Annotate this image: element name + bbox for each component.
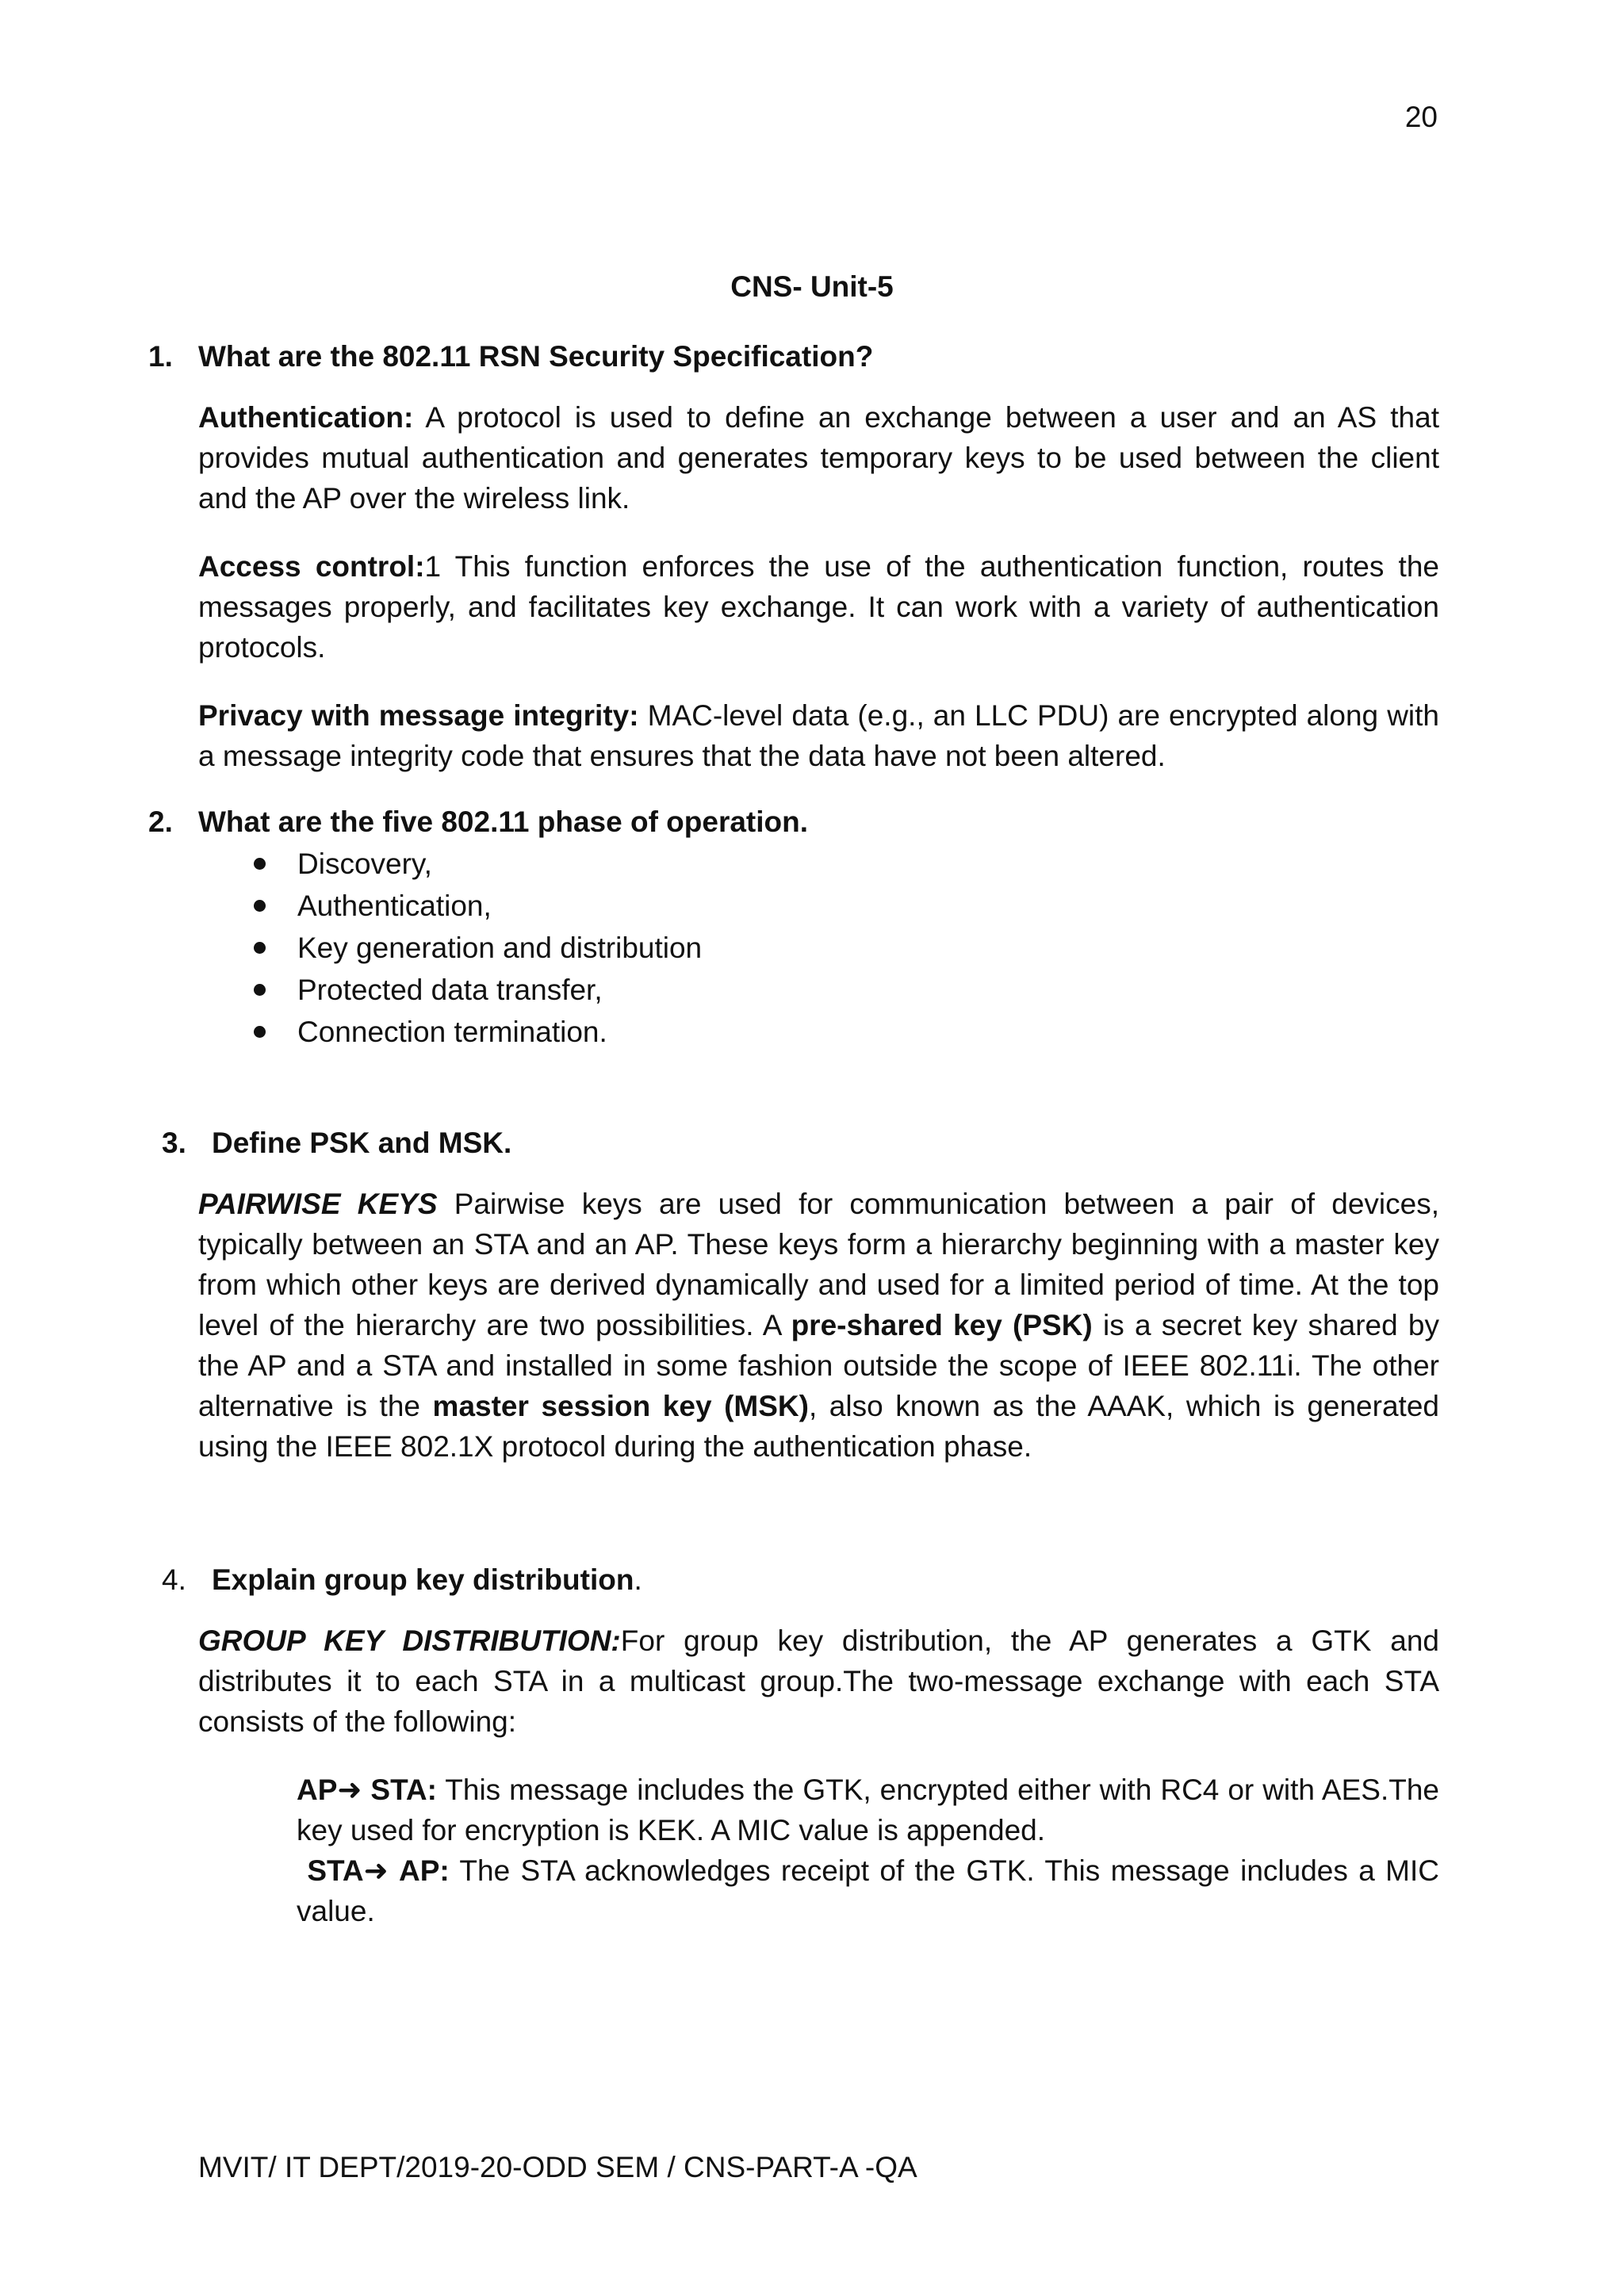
paragraph-text: Pairwise keys are used for communication between a pair of devices, typically between an STA and an AP. These keys form a hierarchy beginning with a master key from which other keys are derived dynamically and used for a limited period of time. At the top level of the hierarchy are two possibilities. A <box>198 1188 1439 1341</box>
bullet-icon <box>254 942 266 954</box>
paragraph-text: is a secret key shared by the AP and a STA and installed in some fashion outside the scope of IEEE 802.11i. The other alternative is the <box>198 1309 1440 1422</box>
question-number: 2. <box>148 806 173 838</box>
list-item <box>198 885 1308 927</box>
msk-term: master session key (MSK) <box>432 1390 809 1422</box>
paragraph-access-control <box>198 546 1439 668</box>
bullet-icon <box>254 984 266 996</box>
term-label: Privacy with message integrity: <box>198 699 639 732</box>
message-from: STA <box>307 1854 364 1887</box>
list-item <box>198 843 1308 885</box>
question-2-heading <box>148 802 808 842</box>
paragraph-privacy <box>198 695 1439 776</box>
paragraph-text: 1 This function enforces the use of the authentication function, routes the messages properly, and facilitates key exchange. It can work with a variety of authentication protocols. <box>198 550 1439 664</box>
bullet-icon <box>254 858 266 870</box>
question-3-heading <box>162 1123 511 1163</box>
question-number: 3. <box>162 1127 186 1159</box>
unit-title: CNS- Unit-5 <box>730 270 894 303</box>
question-4-heading <box>162 1559 642 1600</box>
message-text: This message includes the GTK, encrypted either with RC4 or with AES.The key used for encryption is KEK. A MIC value is appended. <box>297 1774 1439 1846</box>
list-item <box>198 969 1308 1011</box>
list-item <box>198 927 1308 969</box>
list-item-text: Discovery, <box>297 848 432 880</box>
page-number: 20 <box>1404 101 1438 133</box>
question-1-heading <box>148 336 873 377</box>
bullet-icon <box>254 900 266 912</box>
paragraph-authentication <box>198 397 1439 519</box>
paragraph-text: , also known as the AAAK, which is generated using the IEEE 802.1X protocol during the authentication phase. <box>198 1390 1439 1463</box>
question-title: What are the 802.11 RSN Security Specification? <box>198 340 874 373</box>
page-footer: MVIT/ IT DEPT/2019-20-ODD SEM / CNS-PART-A -QA <box>198 2151 917 2183</box>
paragraph-text: A protocol is used to define an exchange between a user and an AS that provides mutual authentication and generates temporary keys to be used between the client and the AP over the wireless link. <box>198 401 1439 515</box>
paragraph-group-key <box>198 1621 1439 1742</box>
bullet-icon <box>254 1026 266 1038</box>
title-suffix: . <box>634 1563 642 1596</box>
paragraph-text: MAC-level data (e.g., an LLC PDU) are encrypted along with a message integrity code that ensures that the data have not been altered. <box>198 699 1439 772</box>
list-item-text: Protected data transfer, <box>297 974 603 1006</box>
arrow-right-icon: ➜ <box>363 1854 389 1887</box>
list-item-text: Connection termination. <box>297 1016 607 1048</box>
arrow-right-icon: ➜ <box>337 1774 362 1806</box>
question-number: 1. <box>148 340 173 373</box>
term-label: Access control: <box>198 550 425 583</box>
psk-term: pre-shared key (PSK) <box>791 1309 1093 1341</box>
question-title: Define PSK and MSK. <box>212 1127 512 1159</box>
message-text: The STA acknowledges receipt of the GTK. This message includes a MIC value. <box>297 1854 1439 1927</box>
list-item <box>198 1011 1308 1053</box>
message-to: AP: <box>399 1854 450 1887</box>
paragraph-text: For group key distribution, the AP generates a GTK and distributes it to each STA in a multicast group.The two-message exchange with each STA consists of the following: <box>198 1624 1439 1738</box>
message-ap-to-sta <box>297 1770 1439 1850</box>
list-item-text: Key generation and distribution <box>297 932 703 964</box>
message-sta-to-ap <box>297 1850 1439 1931</box>
list-item-text: Authentication, <box>297 890 492 922</box>
message-to: STA: <box>370 1774 437 1806</box>
paragraph-pairwise-keys <box>198 1184 1439 1467</box>
term-label: Authentication: <box>198 401 414 434</box>
term-label: PAIRWISE KEYS <box>198 1188 438 1220</box>
message-from: AP <box>297 1774 338 1806</box>
phase-list <box>198 843 1308 1053</box>
question-title: What are the five 802.11 phase of operation. <box>198 806 809 838</box>
question-number: 4. <box>162 1563 186 1596</box>
question-title: Explain group key distribution <box>212 1563 634 1596</box>
term-label: GROUP KEY DISTRIBUTION: <box>198 1624 621 1657</box>
